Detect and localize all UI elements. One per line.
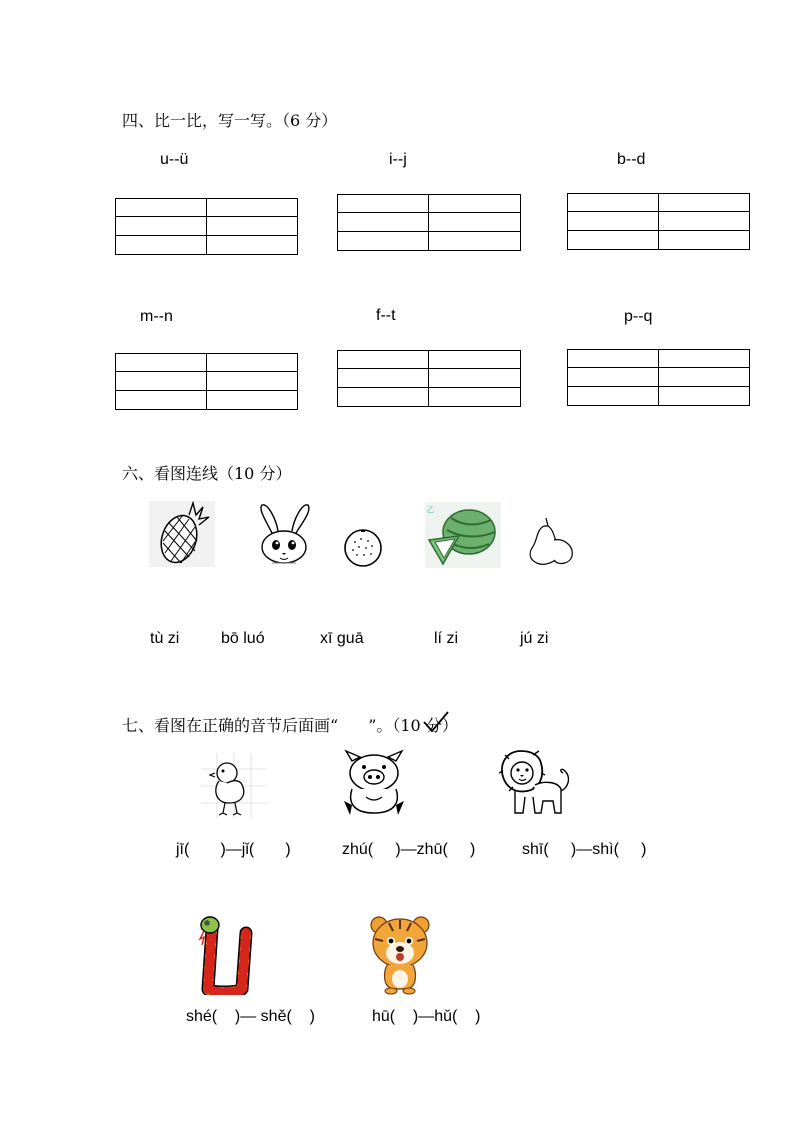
writing-grid-3[interactable] [567, 193, 750, 250]
pig-icon [338, 749, 410, 821]
pair-label-1: u--ü [160, 151, 189, 168]
pinyin-option-4: lí zi [434, 630, 458, 647]
pair-label-5: f--t [376, 307, 396, 324]
checkmark-icon [420, 710, 450, 734]
heading-text-before: 七、看图在正确的音节后面画“ [122, 716, 339, 735]
syllable-pair-hu: hū( )—hǔ( ) [372, 1008, 481, 1025]
tiger-icon [367, 913, 433, 995]
pinyin-option-2: bō luó [221, 630, 265, 647]
section-7-heading [122, 713, 458, 736]
watermelon-icon [425, 502, 501, 568]
syllable-pair-ji: jī( )—jǐ( ) [176, 841, 291, 858]
writing-grid-6[interactable] [567, 349, 750, 406]
pinyin-option-3: xī guā [320, 630, 364, 647]
syllable-pair-she: shé( )— shě( ) [186, 1008, 315, 1025]
pineapple-icon [149, 501, 215, 567]
orange-icon [341, 526, 385, 568]
writing-grid-5[interactable] [337, 350, 521, 407]
pear-icon [524, 512, 576, 566]
rabbit-icon [252, 503, 316, 567]
chick-icon [201, 753, 267, 819]
pair-label-2: i--j [389, 151, 407, 168]
writing-grid-4[interactable] [115, 353, 298, 410]
pair-label-3: b--d [617, 151, 646, 168]
heading-text-after: ”。（10 分） [368, 716, 458, 735]
pinyin-option-1: tù zi [150, 630, 180, 647]
svg-text:乙: 乙 [427, 506, 434, 514]
lion-icon [499, 747, 575, 821]
section-4-heading: 四、比一比，写一写。（6 分） [122, 111, 338, 130]
writing-grid-2[interactable] [337, 194, 521, 251]
section-6-heading: 六、看图连线（10 分） [122, 464, 292, 483]
syllable-pair-zhu: zhú( )—zhū( ) [342, 841, 476, 858]
writing-grid-1[interactable] [115, 198, 298, 255]
pair-label-4: m--n [140, 308, 173, 325]
pinyin-option-5: jú zi [520, 630, 549, 647]
syllable-pair-shi: shī( )—shì( ) [522, 841, 647, 858]
pair-label-6: p--q [624, 308, 653, 325]
snake-icon [196, 915, 256, 995]
